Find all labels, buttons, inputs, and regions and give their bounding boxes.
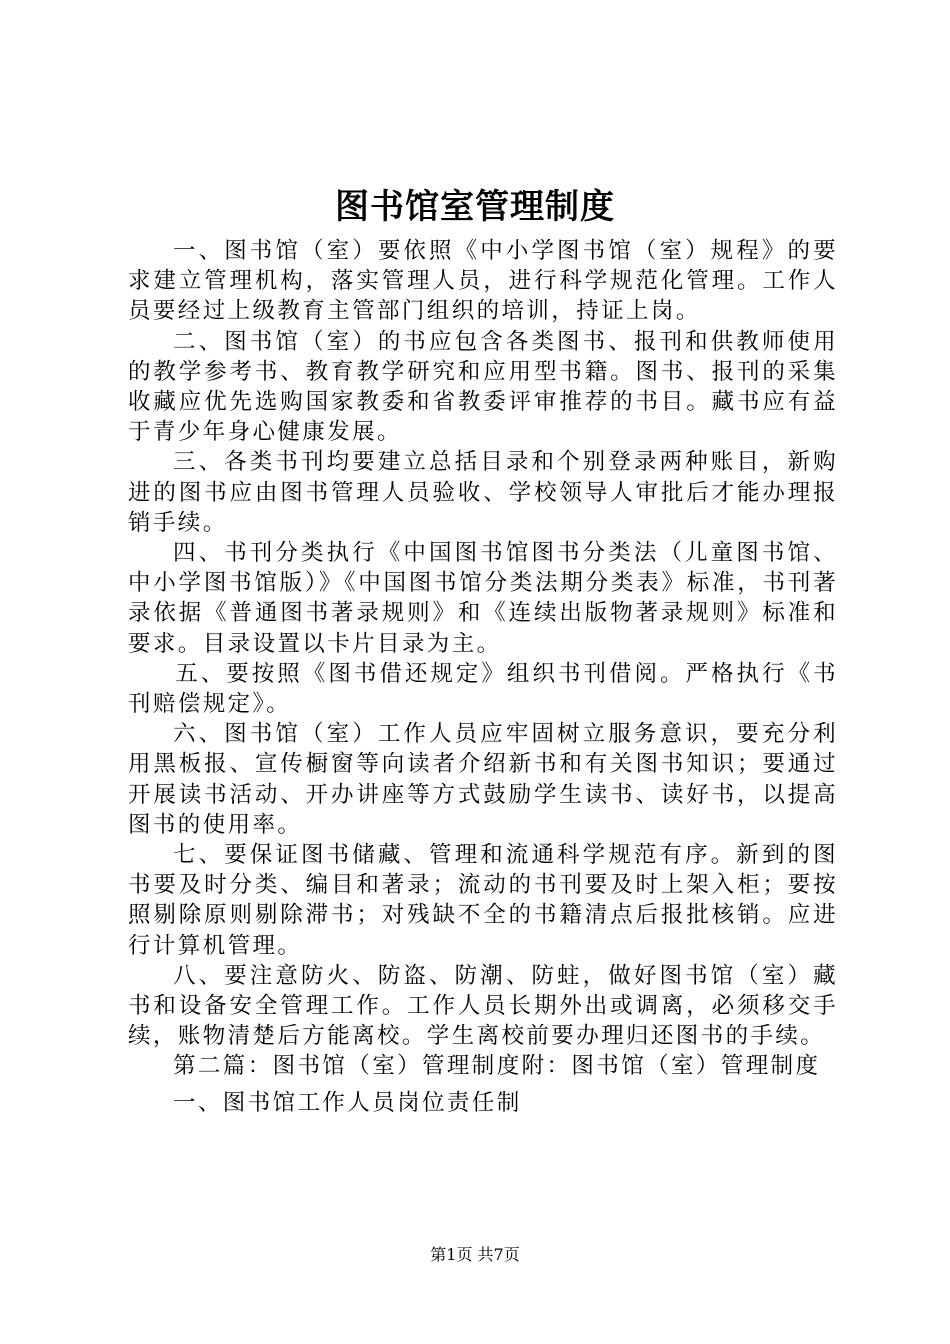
paragraph-6: 六、图书馆（室）工作人员应牢固树立服务意识，要充分利用黑板报、宣传橱窗等向读者介绍新书和有关图书知识；要通过开展读书活动、开办讲座等方式鼓励学生读书、读好书，以提高图书的使用率。	[128, 721, 838, 838]
paragraph-8: 八、要注意防火、防盗、防潮、防蛀，做好图书馆（室）藏书和设备安全管理工作。工作人员长期外出或调离，必须移交手续，账物清楚后方能离校。学生离校前要办理归还图书的手续。	[128, 962, 838, 1050]
section-heading: 一、图书馆工作人员岗位责任制	[173, 1089, 522, 1116]
paragraph-7: 七、要保证图书储藏、管理和流通科学规范有序。新到的图书要及时分类、编目和著录；流动的书刊要及时上架入柜；要按照剔除原则剔除滞书；对残缺不全的书籍清点后报批核销。应进行计算机管理。	[128, 842, 838, 959]
paragraph-3: 三、各类书刊均要建立总括目录和个别登录两种账目，新购进的图书应由图书管理人员验收、学校领导人审批后才能办理报销手续。	[128, 449, 838, 536]
paragraph-4: 四、书刊分类执行《中国图书馆图书分类法（儿童图书馆、中小学图书馆版）》《中国图书馆分类法期分类表》标准，书刊著录依据《普通图书著录规则》和《连续出版物著录规则》标准和要求。目录设置以卡片目录为主。	[128, 540, 838, 657]
page-title: 图书馆室管理制度	[335, 187, 615, 227]
paragraph-2: 二、图书馆（室）的书应包含各类图书、报刊和供教师使用的教学参考书、教育教学研究和应用型书籍。图书、报刊的采集收藏应优先选购国家教委和省教委评审推荐的书目。藏书应有益于青少年身心健康发展。	[128, 328, 838, 446]
document-body	[128, 236, 838, 1118]
paragraph-5: 五、要按照《图书借还规定》组织书刊借阅。严格执行《书刊赔偿规定》。	[128, 660, 838, 718]
page-footer: 第1页 共7页	[430, 1245, 520, 1264]
paragraph-9: 第二篇：图书馆（室）管理制度附：图书馆（室）管理制度	[173, 1053, 821, 1080]
paragraph-1: 一、图书馆（室）要依照《中小学图书馆（室）规程》的要求建立管理机构，落实管理人员，进行科学规范化管理。工作人员要经过上级教育主管部门组织的培训，持证上岗。	[128, 238, 838, 325]
